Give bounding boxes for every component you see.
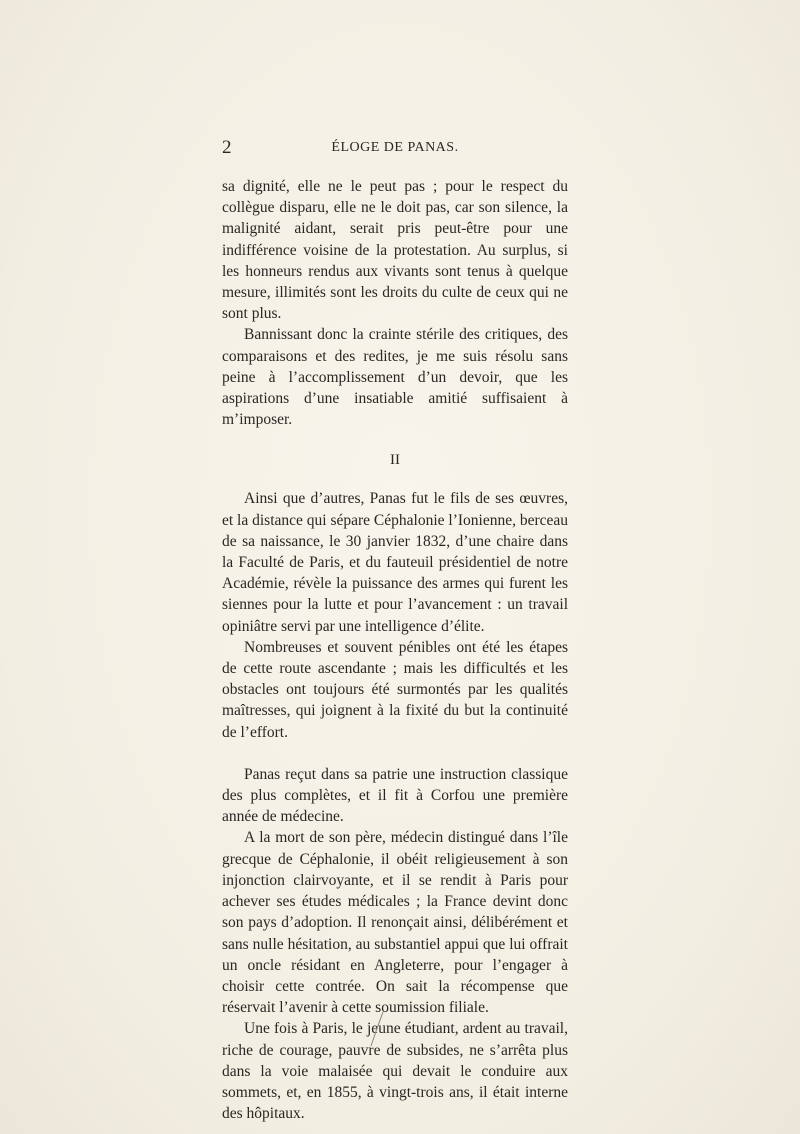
page-number: 2 (222, 137, 232, 158)
paragraph: Bannissant donc la crainte stérile des critiques, des comparaisons et des redites, je me suis résolu sans peine à l’accomplissement d’un devoir, que les aspirations d’une insatiable amitié suffisaient à m’imposer. (222, 326, 568, 429)
paragraph: Ainsi que d’autres, Panas fut le fils de ses œuvres, et la distance qui sépare Céphalonie l’Ionienne, berceau de sa naissance, le 30 janvier 1832, d’une chaire dans la Faculté de Paris, et du fauteuil présidentiel de notre Académie, révèle la puissance des armes qui furent les siennes pour la lutte et pour l’avancement : un travail opiniâtre servi par une intelligence d’élite. (222, 490, 569, 635)
paragraph: sa dignité, elle ne le peut pas ; pour le respect du collègue disparu, elle ne le doit pas, car son silence, la malignité aidant, serait pris peut-être pour une indifférence voisine de la protestation. Au surplus, si les honneurs rendus aux vivants sont tenus à quelque mesure, illimités sont les droits du culte de ceux qui ne sont plus. (222, 178, 568, 323)
paragraph: A la mort de son père, médecin distingué dans l’île grecque de Céphalonie, il obéit religieusement à son injonction clairvoyante, et il se rendit à Paris pour achever ses études médicales ; la France devint donc son pays d’adoption. Il renonçait ainsi, délibérément et sans nulle hésitation, au substantiel appui que lui offrait un oncle résidant en Angleterre, pour l’engager à choisir cette contrée. On sait la récompense que réservait l’avenir à cette soumission filiale. (222, 829, 568, 1017)
paragraph: Panas reçut dans sa patrie une instruction classique des plus complètes, et il fit à Corfou une première année de médecine. (222, 765, 568, 826)
running-head (222, 136, 568, 160)
body-text (222, 176, 568, 1124)
running-title: ÉLOGE DE PANAS. (331, 140, 459, 155)
paragraph: Nombreuses et souvent pénibles ont été les étapes de cette route ascendante ; mais les difficultés et les obstacles ont toujours été surmontés par les qualités maîtresses, qui joignent à la fixité du but la continuité de l’effort. (222, 638, 568, 741)
section-heading: II (390, 452, 400, 469)
pen-stroke-mark (368, 1010, 386, 1048)
paragraph: Une fois à Paris, le jeune étudiant, ardent au travail, riche de courage, pauvre de subsides, ne s’arrêta plus dans la voie malaisée qui devait le conduire aux sommets, et, en 1855, à vingt-trois ans, il était interne des hôpitaux. (222, 1020, 568, 1123)
